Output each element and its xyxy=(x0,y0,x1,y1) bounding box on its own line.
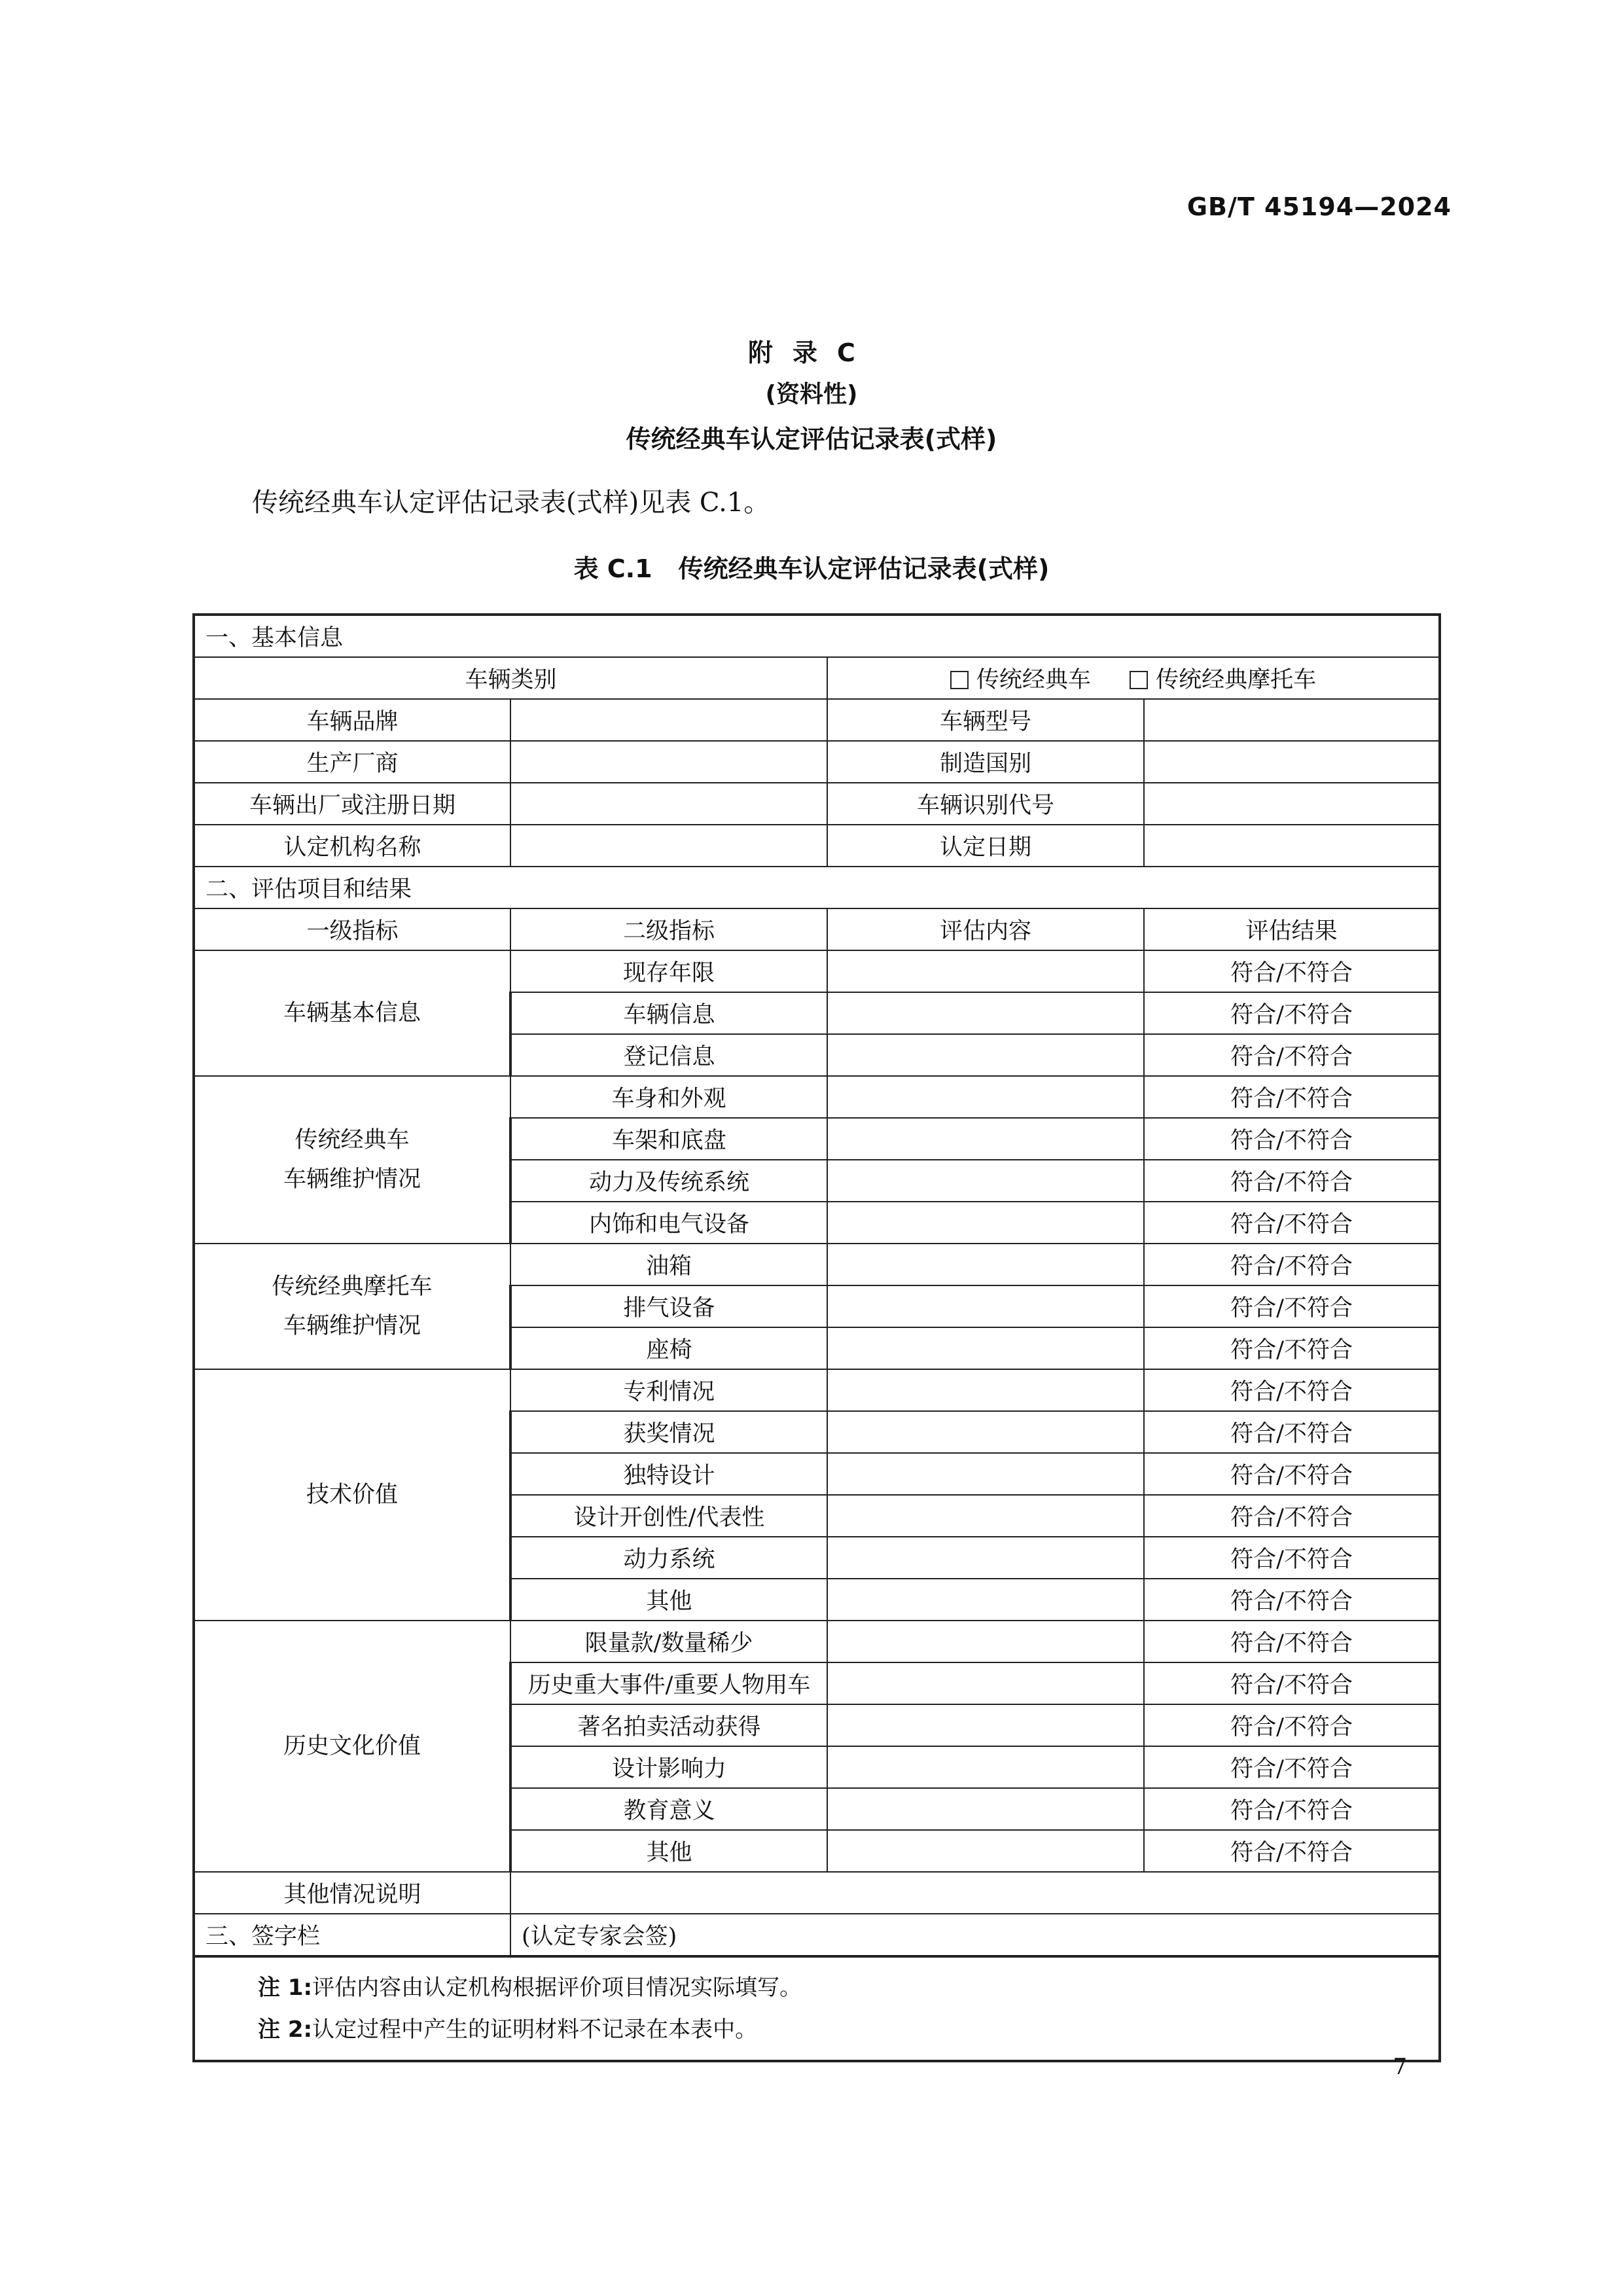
evaluation-result[interactable]: 符合/不符合 xyxy=(1144,1704,1440,1746)
evaluation-result[interactable]: 符合/不符合 xyxy=(1144,1369,1440,1411)
evaluation-content-cell[interactable] xyxy=(827,1411,1144,1453)
note-1-label: 注 1: xyxy=(258,1975,313,2001)
evaluation-content-cell[interactable] xyxy=(827,1746,1144,1788)
note-1-text: 评估内容由认定机构根据评价项目情况实际填写。 xyxy=(312,1975,802,2001)
secondary-indicator: 历史重大事件/重要人物用车 xyxy=(510,1662,827,1704)
primary-indicator xyxy=(194,1621,510,1872)
col-header-content: 评估内容 xyxy=(827,908,1144,950)
basic-label: 车辆型号 xyxy=(827,699,1144,741)
category-option-motorcycle-label: 传统经典摩托车 xyxy=(1156,667,1317,693)
secondary-indicator: 动力及传统系统 xyxy=(510,1160,827,1202)
basic-value-cell[interactable] xyxy=(510,741,827,783)
evaluation-result[interactable]: 符合/不符合 xyxy=(1144,1327,1440,1369)
table-caption-title: 传统经典车认定评估记录表(式样) xyxy=(678,554,1050,583)
basic-label: 车辆品牌 xyxy=(194,699,510,741)
evaluation-result[interactable]: 符合/不符合 xyxy=(1144,992,1440,1034)
basic-label: 生产厂商 xyxy=(194,741,510,783)
evaluation-content-cell[interactable] xyxy=(827,1662,1144,1704)
basic-row xyxy=(194,783,1440,825)
evaluation-content-cell[interactable] xyxy=(827,1327,1144,1369)
note-2-text: 认定过程中产生的证明材料不记录在本表中。 xyxy=(312,2017,758,2043)
basic-value-cell[interactable] xyxy=(510,783,827,825)
evaluation-content-cell[interactable] xyxy=(827,1202,1144,1244)
secondary-indicator: 教育意义 xyxy=(510,1788,827,1830)
basic-label: 车辆出厂或注册日期 xyxy=(194,783,510,825)
basic-value-cell[interactable] xyxy=(510,699,827,741)
evaluation-content-cell[interactable] xyxy=(827,1076,1144,1118)
other-notes-row xyxy=(194,1872,1440,1914)
section-evaluation-row xyxy=(194,867,1440,908)
basic-label: 认定机构名称 xyxy=(194,825,510,867)
basic-value-cell[interactable] xyxy=(1144,825,1440,867)
section-basic-info: 一、基本信息 xyxy=(194,615,1440,657)
evaluation-result[interactable]: 符合/不符合 xyxy=(1144,1285,1440,1327)
note-1 xyxy=(258,1967,1438,2009)
intro-text: 传统经典车认定评估记录表(式样)见表 C.1。 xyxy=(252,488,770,518)
evaluation-result[interactable]: 符合/不符合 xyxy=(1144,1788,1440,1830)
notes-row xyxy=(194,1956,1440,2061)
signature-row xyxy=(194,1914,1440,1956)
evaluation-content-cell[interactable] xyxy=(827,1788,1144,1830)
secondary-indicator: 车架和底盘 xyxy=(510,1118,827,1160)
evaluation-result[interactable]: 符合/不符合 xyxy=(1144,1579,1440,1621)
primary-indicator xyxy=(194,1244,510,1369)
evaluation-result[interactable]: 符合/不符合 xyxy=(1144,1537,1440,1579)
category-option-motorcycle[interactable] xyxy=(1130,667,1316,693)
evaluation-result[interactable]: 符合/不符合 xyxy=(1144,1076,1440,1118)
primary-indicator-line: 历史文化价值 xyxy=(283,1733,421,1759)
evaluation-result[interactable]: 符合/不符合 xyxy=(1144,1244,1440,1285)
evaluation-content-cell[interactable] xyxy=(827,1830,1144,1872)
basic-label: 制造国别 xyxy=(827,741,1144,783)
secondary-indicator: 其他 xyxy=(510,1830,827,1872)
primary-indicator-line: 技术价值 xyxy=(306,1482,398,1508)
evaluation-content-cell[interactable] xyxy=(827,992,1144,1034)
appendix-nature: (资料性) xyxy=(765,381,858,408)
appendix-title: 传统经典车认定评估记录表(式样) xyxy=(626,425,997,454)
other-notes-cell[interactable] xyxy=(510,1872,1440,1914)
column-header-row xyxy=(194,908,1440,950)
table-caption-label: 表 C.1 xyxy=(573,554,652,583)
evaluation-result[interactable]: 符合/不符合 xyxy=(1144,1411,1440,1453)
basic-value-cell[interactable] xyxy=(1144,783,1440,825)
secondary-indicator: 座椅 xyxy=(510,1327,827,1369)
secondary-indicator: 限量款/数量稀少 xyxy=(510,1621,827,1662)
basic-value-cell[interactable] xyxy=(1144,741,1440,783)
secondary-indicator: 油箱 xyxy=(510,1244,827,1285)
primary-indicator-line: 车辆基本信息 xyxy=(283,1000,421,1026)
appendix-label: 附录C xyxy=(748,338,875,367)
evaluation-content-cell[interactable] xyxy=(827,1453,1144,1495)
evaluation-content-cell[interactable] xyxy=(827,1621,1144,1662)
secondary-indicator: 车身和外观 xyxy=(510,1076,827,1118)
evaluation-content-cell[interactable] xyxy=(827,1244,1144,1285)
checkbox-icon[interactable] xyxy=(1130,671,1148,689)
evaluation-row xyxy=(194,950,1440,992)
evaluation-record-table xyxy=(192,613,1441,2062)
signature-text: (认定专家会签) xyxy=(510,1914,1440,1956)
note-2-label: 注 2: xyxy=(258,2017,313,2043)
secondary-indicator: 车辆信息 xyxy=(510,992,827,1034)
evaluation-result[interactable]: 符合/不符合 xyxy=(1144,1453,1440,1495)
note-2 xyxy=(258,2009,1438,2051)
evaluation-content-cell[interactable] xyxy=(827,950,1144,992)
evaluation-content-cell[interactable] xyxy=(827,1495,1144,1537)
evaluation-content-cell[interactable] xyxy=(827,1034,1144,1076)
secondary-indicator: 获奖情况 xyxy=(510,1411,827,1453)
vehicle-category-label: 车辆类别 xyxy=(194,657,827,699)
col-header-secondary: 二级指标 xyxy=(510,908,827,950)
evaluation-content-cell[interactable] xyxy=(827,1160,1144,1202)
secondary-indicator: 专利情况 xyxy=(510,1369,827,1411)
primary-indicator-line: 传统经典车 xyxy=(294,1127,410,1153)
basic-label: 车辆识别代号 xyxy=(827,783,1144,825)
secondary-indicator: 现存年限 xyxy=(510,950,827,992)
section-signature: 三、签字栏 xyxy=(194,1914,510,1956)
evaluation-result[interactable]: 符合/不符合 xyxy=(1144,1160,1440,1202)
table-caption xyxy=(0,548,1623,584)
basic-value-cell[interactable] xyxy=(1144,699,1440,741)
basic-row xyxy=(194,699,1440,741)
primary-indicator-line: 传统经典摩托车 xyxy=(272,1274,433,1300)
basic-row xyxy=(194,825,1440,867)
primary-indicator xyxy=(194,950,510,1076)
evaluation-row xyxy=(194,1621,1440,1662)
vehicle-category-row xyxy=(194,657,1440,699)
standard-number: GB/T 45194—2024 xyxy=(1186,192,1452,221)
evaluation-row xyxy=(194,1369,1440,1411)
evaluation-result[interactable]: 符合/不符合 xyxy=(1144,1830,1440,1872)
secondary-indicator: 著名拍卖活动获得 xyxy=(510,1704,827,1746)
secondary-indicator: 排气设备 xyxy=(510,1285,827,1327)
evaluation-row xyxy=(194,1244,1440,1285)
evaluation-content-cell[interactable] xyxy=(827,1537,1144,1579)
evaluation-content-cell[interactable] xyxy=(827,1369,1144,1411)
notes-cell xyxy=(194,1956,1440,2061)
evaluation-result[interactable]: 符合/不符合 xyxy=(1144,1202,1440,1244)
basic-label: 认定日期 xyxy=(827,825,1144,867)
secondary-indicator: 内饰和电气设备 xyxy=(510,1202,827,1244)
secondary-indicator: 登记信息 xyxy=(510,1034,827,1076)
page-number: 7 xyxy=(1393,2054,1407,2080)
primary-indicator-line: 车辆维护情况 xyxy=(283,1166,421,1193)
evaluation-result[interactable]: 符合/不符合 xyxy=(1144,1118,1440,1160)
evaluation-content-cell[interactable] xyxy=(827,1704,1144,1746)
section-evaluation: 二、评估项目和结果 xyxy=(194,867,1440,908)
primary-indicator-line: 车辆维护情况 xyxy=(283,1313,421,1339)
secondary-indicator: 设计开创性/代表性 xyxy=(510,1495,827,1537)
secondary-indicator: 独特设计 xyxy=(510,1453,827,1495)
evaluation-content-cell[interactable] xyxy=(827,1579,1144,1621)
evaluation-result[interactable]: 符合/不符合 xyxy=(1144,1495,1440,1537)
basic-row xyxy=(194,741,1440,783)
secondary-indicator: 动力系统 xyxy=(510,1537,827,1579)
col-header-result: 评估结果 xyxy=(1144,908,1440,950)
basic-value-cell[interactable] xyxy=(510,825,827,867)
evaluation-result[interactable]: 符合/不符合 xyxy=(1144,1662,1440,1704)
evaluation-result[interactable]: 符合/不符合 xyxy=(1144,1746,1440,1788)
evaluation-content-cell[interactable] xyxy=(827,1118,1144,1160)
category-option-car-label: 传统经典车 xyxy=(976,667,1091,693)
evaluation-row xyxy=(194,1076,1440,1118)
evaluation-result[interactable]: 符合/不符合 xyxy=(1144,1621,1440,1662)
primary-indicator xyxy=(194,1369,510,1621)
other-notes-label: 其他情况说明 xyxy=(194,1872,510,1914)
section-basic-info-row xyxy=(194,615,1440,657)
secondary-indicator: 设计影响力 xyxy=(510,1746,827,1788)
evaluation-content-cell[interactable] xyxy=(827,1285,1144,1327)
category-option-car[interactable] xyxy=(950,667,1091,693)
evaluation-result[interactable]: 符合/不符合 xyxy=(1144,1034,1440,1076)
primary-indicator xyxy=(194,1076,510,1244)
col-header-primary: 一级指标 xyxy=(194,908,510,950)
checkbox-icon[interactable] xyxy=(950,671,969,689)
vehicle-category-options xyxy=(827,657,1440,699)
evaluation-result[interactable]: 符合/不符合 xyxy=(1144,950,1440,992)
secondary-indicator: 其他 xyxy=(510,1579,827,1621)
